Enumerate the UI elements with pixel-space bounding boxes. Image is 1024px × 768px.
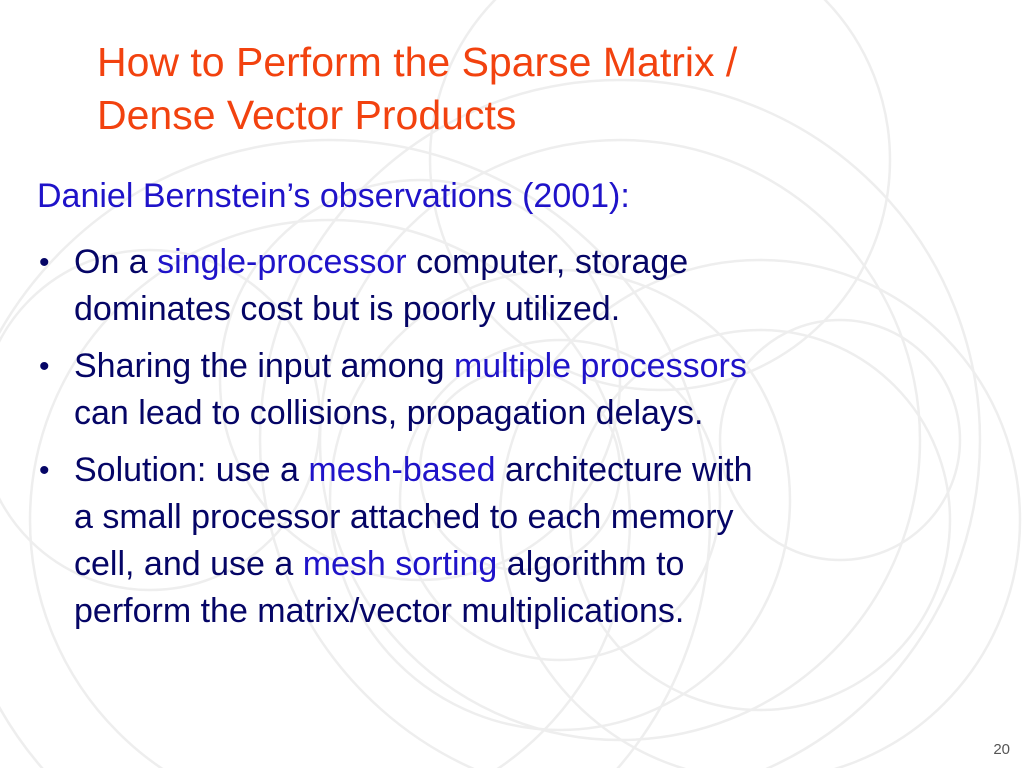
bullet-item: [37, 447, 997, 635]
highlighted-term: mesh sorting: [302, 545, 498, 583]
bullet-line: [74, 343, 997, 390]
bullet-item: [37, 239, 997, 333]
bullet-text: computer, storage: [406, 243, 689, 281]
bullet-list: [37, 239, 997, 645]
bullet-dot-icon: •: [39, 350, 50, 383]
bullet-text: architecture with: [495, 451, 753, 489]
bullet-dot-icon: •: [39, 454, 50, 487]
bullet-line: [74, 494, 997, 541]
bullet-dot-icon: •: [39, 246, 50, 279]
bullet-text: Solution: use a: [74, 451, 309, 489]
bullet-text: cell, and use a: [74, 545, 303, 583]
bullet-line: [74, 447, 997, 494]
bullet-line: [74, 541, 997, 588]
bullet-line: [74, 588, 997, 635]
slide-title: [97, 36, 977, 142]
bullet-line: [74, 286, 997, 333]
bullet-text: On a: [74, 243, 158, 281]
bullet-item: [37, 343, 997, 437]
bullet-text: perform the matrix/vector multiplications.: [74, 592, 685, 630]
bullet-text: Sharing the input among: [74, 347, 454, 385]
highlighted-term: single-processor: [157, 243, 407, 281]
slide-title-line: How to Perform the Sparse Matrix /: [97, 39, 738, 85]
bullet-text: algorithm to: [497, 545, 685, 583]
bullet-text: can lead to collisions, propagation delays.: [74, 394, 704, 432]
highlighted-term: multiple processors: [453, 347, 747, 385]
page-number: 20: [993, 741, 1010, 758]
bullet-text: dominates cost but is poorly utilized.: [74, 290, 621, 328]
intro-text: Daniel Bernstein’s observations (2001):: [37, 177, 630, 215]
bullet-line: [74, 239, 997, 286]
slide-title-line: Dense Vector Products: [97, 92, 517, 138]
bullet-text: a small processor attached to each memory: [74, 498, 734, 536]
highlighted-term: mesh-based: [308, 451, 496, 489]
bullet-line: [74, 390, 997, 437]
